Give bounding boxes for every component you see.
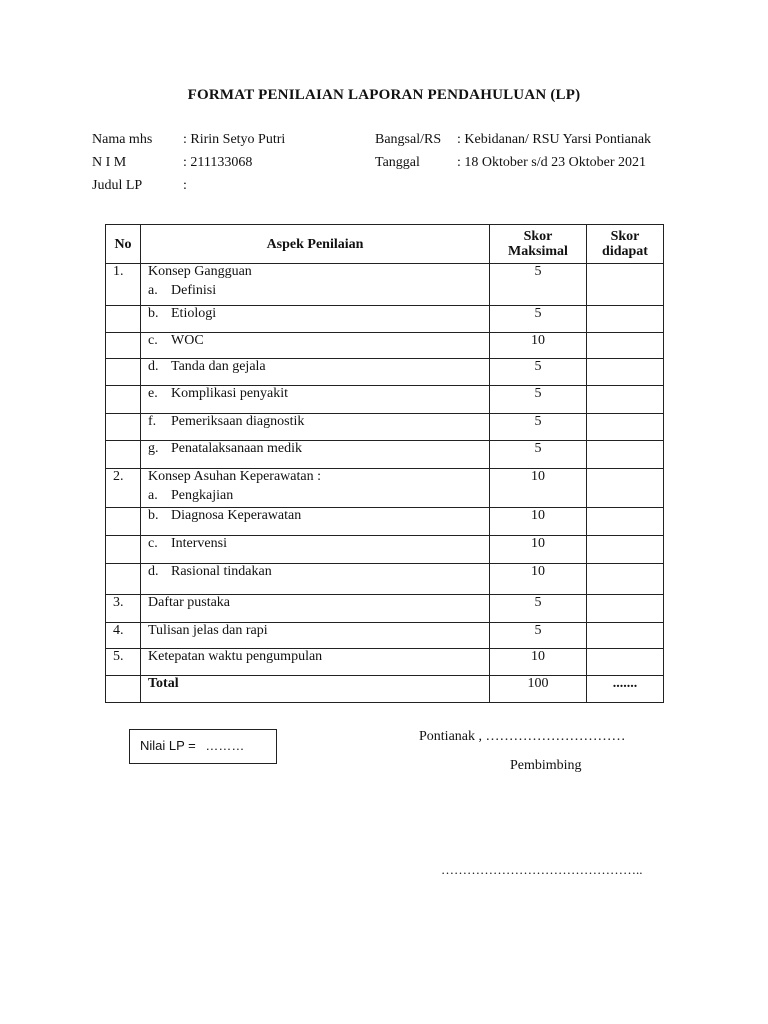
table-header-row: [106, 225, 664, 264]
row-no: 3.: [106, 595, 141, 623]
table-row: [106, 386, 664, 414]
row-skor-maksimal: 5: [490, 386, 587, 414]
row-aspek-label: Konsep Asuhan Keperawatan :: [148, 469, 322, 484]
nama-label: Nama mhs: [92, 132, 153, 147]
row-skor-didapat: [587, 595, 664, 623]
row-aspek: [141, 359, 490, 386]
row-skor-maksimal: 5: [490, 414, 587, 441]
list-marker: b.: [148, 508, 159, 523]
list-marker: g.: [148, 441, 159, 456]
row-skor-didapat: [587, 359, 664, 386]
row-no: [106, 414, 141, 441]
row-aspek: [141, 333, 490, 359]
row-aspek-label: Diagnosa Keperawatan: [171, 508, 302, 523]
place-date: Pontianak , …………………………: [419, 729, 626, 744]
row-no: [106, 536, 141, 564]
row-aspek: [141, 386, 490, 414]
header-aspek: Aspek Penilaian: [141, 225, 490, 264]
header-skor-didapat-line2: didapat: [602, 244, 648, 259]
total-skor-maksimal: 100: [490, 676, 587, 703]
row-aspek: [141, 306, 490, 333]
row-no: 1.: [106, 264, 141, 306]
row-sub-label: Definisi: [171, 283, 217, 298]
nilai-lp-box: [129, 729, 277, 764]
list-marker: a.: [148, 283, 158, 298]
bangsal-label: Bangsal/RS: [375, 132, 442, 147]
row-no: [106, 441, 141, 469]
table-row: [106, 264, 664, 306]
row-skor-didapat: [587, 441, 664, 469]
total-skor-didapat: .......: [587, 676, 664, 703]
tanggal-value: : 18 Oktober s/d 23 Oktober 2021: [457, 155, 646, 170]
row-aspek-label: Rasional tindakan: [171, 564, 272, 579]
row-skor-maksimal: 5: [490, 441, 587, 469]
header-skor-didapat-line1: Skor: [610, 229, 640, 244]
row-aspek: [141, 264, 490, 306]
row-skor-didapat: [587, 623, 664, 649]
row-aspek: [141, 564, 490, 595]
list-marker: a.: [148, 488, 158, 503]
header-skor-maksimal-line2: Maksimal: [508, 244, 568, 259]
row-skor-didapat: [587, 264, 664, 306]
row-aspek: [141, 469, 490, 508]
row-skor-maksimal: 10: [490, 508, 587, 536]
row-no: 2.: [106, 469, 141, 508]
row-aspek-label: Tanda dan gejala: [171, 359, 266, 374]
list-marker: d.: [148, 564, 159, 579]
row-skor-maksimal: 5: [490, 264, 587, 306]
list-marker: f.: [148, 414, 157, 429]
row-sub-item: [148, 280, 489, 299]
row-aspek: [141, 441, 490, 469]
row-skor-didapat: [587, 469, 664, 508]
table-row: [106, 359, 664, 386]
row-skor-maksimal: 10: [490, 469, 587, 508]
row-skor-maksimal: 10: [490, 536, 587, 564]
row-no: 4.: [106, 623, 141, 649]
row-sub-label: Pengkajian: [171, 488, 234, 503]
list-marker: c.: [148, 333, 158, 348]
row-aspek: [141, 508, 490, 536]
table-row: [106, 564, 664, 595]
row-no: 5.: [106, 649, 141, 676]
list-marker: c.: [148, 536, 158, 551]
table-row: [106, 414, 664, 441]
row-no: [106, 564, 141, 595]
row-skor-maksimal: 5: [490, 359, 587, 386]
row-aspek-label: Komplikasi penyakit: [171, 386, 289, 401]
table-row: [106, 536, 664, 564]
row-skor-maksimal: 10: [490, 333, 587, 359]
pembimbing-label: Pembimbing: [510, 758, 582, 773]
header-skor-maksimal: [490, 225, 587, 264]
row-aspek: [141, 414, 490, 441]
row-sub-item: [148, 485, 489, 504]
row-skor-maksimal: 5: [490, 595, 587, 623]
table-row: [106, 441, 664, 469]
row-no: [106, 333, 141, 359]
row-skor-didapat: [587, 386, 664, 414]
table-row: [106, 333, 664, 359]
tanggal-label: Tanggal: [375, 155, 420, 170]
row-skor-didapat: [587, 536, 664, 564]
row-aspek-label: Penatalaksanaan medik: [171, 441, 303, 456]
row-aspek: Tulisan jelas dan rapi: [141, 623, 490, 649]
table-row: [106, 306, 664, 333]
nama-value: : Ririn Setyo Putri: [183, 132, 286, 147]
row-no: [106, 359, 141, 386]
row-aspek: Ketepatan waktu pengumpulan: [141, 649, 490, 676]
row-aspek: [141, 536, 490, 564]
judul-value: :: [183, 178, 187, 193]
row-aspek-label: Pemeriksaan diagnostik: [171, 414, 305, 429]
list-marker: e.: [148, 386, 158, 401]
judul-label: Judul LP: [92, 178, 143, 193]
row-no: [106, 508, 141, 536]
row-skor-didapat: [587, 306, 664, 333]
header-skor-didapat: [587, 225, 664, 264]
row-skor-maksimal: 10: [490, 649, 587, 676]
nim-value: : 211133068: [183, 155, 253, 170]
table-row: [106, 469, 664, 508]
list-marker: b.: [148, 306, 159, 321]
total-no-cell: [106, 676, 141, 703]
row-skor-didapat: [587, 333, 664, 359]
header-skor-maksimal-line1: Skor: [523, 229, 553, 244]
table-row: [106, 508, 664, 536]
table-row: [106, 623, 664, 649]
row-no: [106, 306, 141, 333]
assessment-table: [105, 224, 664, 703]
total-label: Total: [141, 676, 490, 703]
nim-label: N I M: [92, 155, 127, 170]
row-skor-didapat: [587, 508, 664, 536]
table-row: [106, 595, 664, 623]
row-skor-maksimal: 5: [490, 623, 587, 649]
document-title: FORMAT PENILAIAN LAPORAN PENDAHULUAN (LP): [187, 87, 581, 103]
nilai-lp-value: ………: [205, 738, 245, 753]
table-row: [106, 649, 664, 676]
row-aspek-label: Konsep Gangguan: [148, 264, 252, 279]
row-skor-maksimal: 10: [490, 564, 587, 595]
row-aspek-label: Etiologi: [171, 306, 217, 321]
nilai-lp-label: Nilai LP =: [140, 738, 196, 753]
signature-line: ………………………………………..: [441, 862, 643, 877]
row-aspek-label: WOC: [171, 333, 204, 348]
row-aspek: Daftar pustaka: [141, 595, 490, 623]
row-skor-didapat: [587, 564, 664, 595]
row-aspek-label: Intervensi: [171, 536, 227, 551]
total-row: [106, 676, 664, 703]
row-no: [106, 386, 141, 414]
list-marker: d.: [148, 359, 159, 374]
row-skor-didapat: [587, 414, 664, 441]
header-no: No: [106, 225, 141, 264]
bangsal-value: : Kebidanan/ RSU Yarsi Pontianak: [457, 132, 652, 147]
row-skor-maksimal: 5: [490, 306, 587, 333]
row-skor-didapat: [587, 649, 664, 676]
